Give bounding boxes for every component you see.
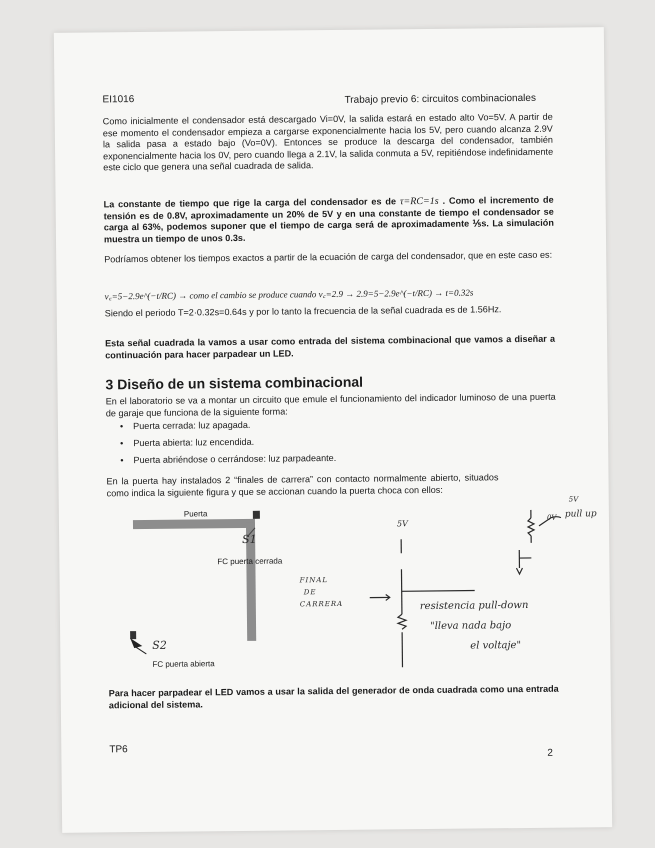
paragraph-time-constant [104, 195, 554, 246]
hand-pull-down: resistencia pull-down [419, 599, 529, 613]
s2-pointer-icon [128, 636, 158, 660]
hand-de: DE [303, 588, 317, 597]
footer-label: TP6 [109, 744, 128, 756]
hand-pull-up: pull up [564, 509, 597, 520]
fc-open-label: FC puerta abierta [152, 659, 215, 669]
hand-note-line2: el voltaje" [470, 640, 522, 652]
hand-5v-top: 5V [568, 495, 579, 504]
course-code: EI1016 [102, 94, 135, 106]
paragraph-led-blink: Para hacer parpadear el LED vamos a usar la salida del generador de onda cuadrada como una entrada adicional del sistema. [108, 683, 559, 710]
door-label: Puerta [183, 509, 208, 519]
list-item: • Puerta abierta: luz encendida. [120, 433, 336, 452]
hand-5v-left: 5V [396, 519, 408, 529]
s1-label: S1 [242, 532, 257, 546]
section-heading: 3 Diseño de un sistema combinacional [105, 373, 364, 393]
document-title: Trabajo previo 6: circuitos combinacionales [344, 92, 536, 106]
list-item: • Puerta cerrada: luz apagada. [120, 416, 336, 435]
s1-pointer-icon [237, 527, 259, 541]
paragraph-equation-intro: Podríamos obtener los tiempos exactos a partir de la ecuación de carga del condensador, que en este caso es: [104, 249, 553, 265]
paragraph-limit-switches: En la puerta hay instalados 2 “finales de carrera” con contacto normalmente abierto, situados como indica la siguiente figura y que se accionan cuando la puerta choca con ellos: [106, 472, 499, 498]
tau-formula: τ=RC=1s [399, 195, 439, 208]
hand-final: FINAL [299, 576, 329, 585]
s2-label: S2 [152, 638, 167, 652]
handwritten-circuit-sketch [289, 487, 611, 690]
paragraph-period: Siendo el periodo T=2·0.32s=0.64s y por lo tanto la frecuencia de la señal cuadrada es de 1.56Hz. [104, 304, 502, 319]
hand-carrera: CARRERA [299, 599, 344, 609]
time-constant-text-rest: . Como el incremento de tensión es de 0.8V, aproximadamente un 20% de 5V y en una constante de tiempo el condensador se carga al 63%, podemos suponer que el tiempo de carga será de aproximadamente ⅕s. La simulación muestra un tiempo de unos 0.3s. [103, 194, 554, 245]
paragraph-garage-intro: En el laboratorio se va a montar un circuito que emule el funcionamiento del indicador luminoso de una puerta de garaje que funciona de la siguiente forma: [105, 391, 556, 418]
charge-equation: v꜀=5−2.9e^(−t/RC) → como el cambio se produce cuando v꜀=2.9 → 2.9=5−2.9e^(−t/RC) → t=0.32s [104, 287, 474, 302]
hand-0v: 0V [546, 513, 557, 522]
fc-closed-label: FC puerta cerrada [217, 556, 283, 567]
paragraph-capacitor-cycle: Como inicialmente el condensador está descargado Vi=0V, la salida estará en estado alto Vo=5V. A partir de ese momento el condensador empieza a cargarse exponencialmente hacia los 5V, pero cuando alcanza 2.9V la salida pasa a estado bajo (Vo=0V). Entonces se produce la descarga del condensador, también exponencialmente hacia los 0V, pero cuando llega a 2.1V, la salida conmuta a 5V, repitiéndose indefinidamente este ciclo que genera una señal cuadrada de salida. [102, 111, 554, 173]
light-behavior-list [120, 416, 336, 469]
page-number: 2 [547, 747, 554, 759]
document-page [54, 27, 612, 833]
paragraph-square-wave-use: Esta señal cuadrada la vamos a usar como entrada del sistema combinacional que vamos a diseñar a continuación para hacer parpadear un LED. [105, 333, 556, 360]
switch-s1-block [253, 511, 260, 519]
hand-note-line1: "lleva nada bajo [430, 620, 512, 632]
list-item: • Puerta abriéndose o cerrándose: luz parpadeante. [120, 450, 336, 469]
time-constant-text: La constante de tiempo que rige la carga del condensador es de [103, 196, 397, 210]
